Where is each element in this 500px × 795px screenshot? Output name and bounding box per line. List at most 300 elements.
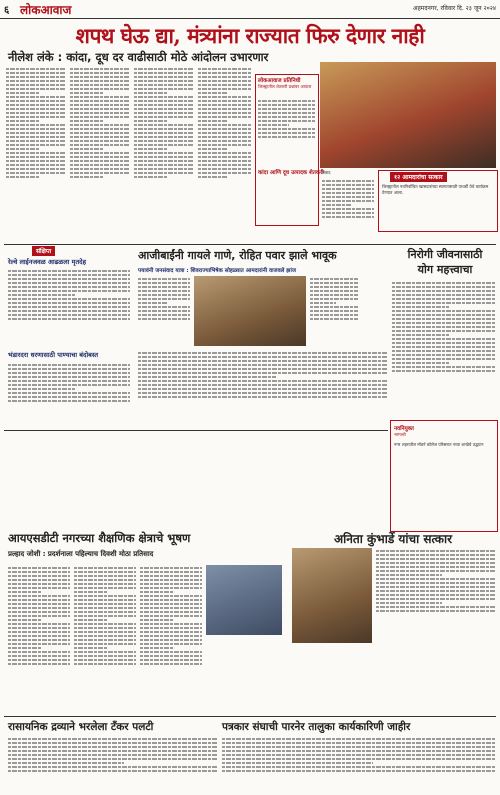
story4-photo (206, 565, 282, 635)
body-text-line (138, 294, 190, 296)
body-text-line (8, 643, 70, 645)
body-text-line (198, 108, 252, 110)
body-text-line (138, 364, 388, 366)
story2-col-1 (138, 276, 190, 346)
story3-headline-2: योग महत्त्वाचा (417, 263, 473, 276)
body-text-line (74, 639, 136, 641)
body-text-line (198, 80, 252, 82)
lead-body-col-2 (70, 66, 130, 238)
body-text-line (134, 68, 194, 70)
body-text-line (70, 84, 130, 86)
body-text-line (8, 635, 70, 637)
body-text-line (8, 639, 70, 641)
body-text-line (6, 96, 66, 98)
body-text-line (8, 575, 70, 577)
advert-sub: भाग्यश्री (394, 432, 406, 437)
body-text-line (70, 68, 130, 70)
body-text-line (322, 192, 374, 194)
body-text-line (134, 136, 194, 138)
body-text-line (258, 108, 315, 110)
body-text-line (74, 587, 136, 589)
story7-headline: पत्रकार संघाची पारनेर तालुका कार्यकारिणी जाहीर (222, 721, 411, 733)
body-text-line (8, 294, 75, 296)
body-text-line (74, 607, 136, 609)
body-text-line (70, 136, 130, 138)
body-text-line (222, 742, 496, 744)
body-text-line (140, 615, 202, 617)
body-text-line (140, 639, 202, 641)
body-text-line (138, 392, 388, 394)
body-text-line (8, 270, 130, 272)
body-text-line (8, 380, 130, 382)
body-text-line (134, 176, 167, 178)
story3-headline: निरोगी जीवनासाठी (407, 248, 483, 261)
body-text-line (140, 651, 202, 653)
body-text-line (6, 136, 66, 138)
body-text-line (8, 567, 70, 569)
body-text-line (376, 610, 496, 612)
body-text-line (6, 112, 66, 114)
body-text-line (138, 290, 190, 292)
body-text-line (140, 595, 202, 597)
body-text-line (140, 579, 202, 581)
body-text-line (198, 136, 252, 138)
body-text-line (310, 282, 358, 284)
lead-quote-label: कांदा आणि दूध उत्पादक शेतकरी (258, 170, 324, 176)
body-text-line (392, 298, 496, 300)
body-text-line (74, 579, 136, 581)
body-text-line (6, 120, 39, 122)
body-text-line (134, 104, 194, 106)
body-text-line (198, 172, 252, 174)
body-text-line (8, 591, 42, 593)
body-text-line (70, 92, 103, 94)
body-text-line (74, 651, 136, 653)
body-text-line (6, 84, 66, 86)
body-text-line (74, 623, 136, 625)
body-text-line (376, 566, 496, 568)
body-text-line (134, 140, 194, 142)
body-text-line (392, 334, 449, 336)
brief-body-2 (8, 362, 130, 426)
body-text-line (6, 88, 66, 90)
body-text-line (134, 164, 194, 166)
body-text-line (198, 152, 252, 154)
body-text-line (198, 116, 252, 118)
body-text-line (140, 599, 202, 601)
body-text-line (138, 302, 167, 304)
body-text-line (140, 631, 202, 633)
body-text-line (392, 326, 496, 328)
body-text-line (8, 663, 70, 665)
story2-strap: पयावंनी जनसंवाद यात्रा : शिवराज्याभिषेक सोहळ्यात आमदारांनी वाजवले झांज (138, 268, 296, 274)
body-text-line (392, 370, 496, 372)
body-text-line (376, 582, 496, 584)
body-text-line (140, 591, 174, 593)
body-text-line (198, 148, 228, 150)
body-text-line (392, 318, 496, 320)
body-text-line (74, 631, 136, 633)
body-text-line (198, 156, 252, 158)
body-text-line (140, 611, 202, 613)
body-text-line (8, 583, 70, 585)
story4-strap: प्रल्हाद जोशी : प्रदर्शनाला पहिल्याच दिवशी मोठा प्रतिसाद (8, 550, 154, 558)
body-text-line (222, 758, 496, 760)
body-text-line (198, 72, 252, 74)
body-text-line (6, 152, 66, 154)
body-text-line (310, 294, 358, 296)
body-text-line (392, 286, 496, 288)
body-text-line (6, 160, 66, 162)
body-text-line (134, 84, 194, 86)
lead-sidebar-body (258, 98, 315, 158)
body-text-line (198, 88, 252, 90)
body-text-line (222, 770, 496, 772)
body-text-line (70, 72, 130, 74)
lead-body-col-4 (198, 66, 252, 238)
body-text-line (322, 212, 374, 214)
body-text-line (70, 160, 130, 162)
body-text-line (8, 754, 218, 756)
lead-body-col-3 (134, 66, 194, 238)
body-text-line (6, 156, 66, 158)
body-text-line (8, 738, 218, 740)
body-text-line (6, 132, 66, 134)
divider (4, 430, 388, 431)
body-text-line (70, 76, 130, 78)
story3-body (392, 280, 496, 420)
body-text-line (8, 603, 70, 605)
body-text-line (322, 208, 374, 210)
body-text-line (392, 338, 496, 340)
body-text-line (138, 318, 190, 320)
story2-col-3 (138, 350, 388, 422)
body-text-line (392, 346, 496, 348)
story5-body (376, 548, 496, 648)
body-text-line (138, 380, 388, 382)
body-text-line (322, 196, 374, 198)
body-text-line (8, 587, 70, 589)
red-note-text: जिल्ह्यातील नवनिर्वाचित खासदारांच्या स्वागतासाठी पाथर्डी येथे कार्यक्रम घेण्यात आला. (382, 184, 489, 195)
body-text-line (6, 140, 66, 142)
body-text-line (322, 200, 374, 202)
body-text-line (258, 136, 315, 138)
body-text-line (8, 306, 130, 308)
body-text-line (8, 611, 70, 613)
body-text-line (198, 76, 252, 78)
body-text-line (70, 152, 130, 154)
body-text-line (74, 603, 136, 605)
body-text-line (138, 282, 190, 284)
body-text-line (222, 762, 373, 764)
body-text-line (134, 160, 194, 162)
body-text-line (140, 603, 202, 605)
lead-photo (320, 62, 496, 168)
body-text-line (140, 619, 174, 621)
body-text-line (376, 554, 496, 556)
body-text-line (74, 619, 108, 621)
body-text-line (74, 635, 136, 637)
body-text-line (70, 132, 130, 134)
body-text-line (134, 100, 194, 102)
body-text-line (70, 172, 130, 174)
body-text-line (6, 92, 39, 94)
body-text-line (140, 643, 202, 645)
body-text-line (392, 314, 496, 316)
body-text-line (8, 400, 130, 402)
body-text-line (70, 100, 130, 102)
body-text-line (70, 156, 130, 158)
body-text-line (222, 738, 496, 740)
body-text-line (198, 128, 252, 130)
body-text-line (198, 164, 252, 166)
body-text-line (198, 132, 252, 134)
body-text-line (134, 148, 167, 150)
body-text-line (74, 655, 136, 657)
body-text-line (70, 80, 130, 82)
body-text-line (138, 384, 388, 386)
body-text-line (222, 750, 496, 752)
body-text-line (310, 298, 358, 300)
body-text-line (138, 372, 388, 374)
body-text-line (8, 659, 70, 661)
body-text-line (8, 631, 70, 633)
body-text-line (392, 362, 449, 364)
advert-body: नगर शहरातील मॉडर्न कॉलेज परिसरात नव्या शाखेचे उद्घाटन (394, 442, 484, 447)
body-text-line (376, 550, 496, 552)
body-text-line (74, 583, 136, 585)
body-text-line (376, 578, 496, 580)
body-text-line (6, 68, 66, 70)
body-text-line (74, 575, 136, 577)
body-text-line (140, 587, 202, 589)
body-text-line (134, 132, 194, 134)
body-text-line (8, 615, 70, 617)
body-text-line (258, 128, 315, 130)
body-text-line (8, 302, 130, 304)
story4-headline: आयएसडीटी नगरच्या शैक्षणिक क्षेत्राचे भूषण (8, 531, 191, 545)
body-text-line (134, 168, 194, 170)
body-text-line (140, 635, 202, 637)
divider (4, 716, 496, 717)
body-text-line (198, 176, 228, 178)
body-text-line (138, 368, 388, 370)
body-text-line (70, 168, 130, 170)
body-text-line (140, 583, 202, 585)
body-text-line (74, 571, 136, 573)
body-text-line (138, 298, 190, 300)
body-text-line (6, 124, 66, 126)
body-text-line (74, 611, 136, 613)
body-text-line (8, 372, 130, 374)
main-headline: शपथ घेऊ द्या, मंत्र्यांना राज्यात फिरु देणार नाही (75, 23, 425, 48)
body-text-line (134, 116, 194, 118)
body-text-line (70, 128, 130, 130)
body-text-line (74, 595, 136, 597)
story6-body (8, 736, 218, 792)
body-text-line (258, 116, 315, 118)
body-text-line (198, 96, 252, 98)
body-text-line (74, 663, 136, 665)
body-text-line (134, 72, 194, 74)
body-text-line (310, 318, 358, 320)
body-text-line (222, 746, 496, 748)
body-text-line (74, 567, 136, 569)
body-text-line (8, 647, 42, 649)
body-text-line (134, 128, 194, 130)
body-text-line (8, 651, 70, 653)
lead-body-col-1 (6, 66, 66, 238)
body-text-line (376, 574, 442, 576)
body-text-line (70, 140, 130, 142)
body-text-line (8, 282, 130, 284)
lead-photo-caption: संवाद (322, 170, 331, 175)
body-text-line (6, 144, 66, 146)
body-text-line (392, 354, 496, 356)
body-text-line (322, 180, 374, 182)
body-text-line (74, 599, 136, 601)
body-text-line (8, 579, 70, 581)
body-text-line (8, 368, 130, 370)
red-note-title: १२ आमदारांचा सत्कार (390, 172, 447, 182)
body-text-line (376, 598, 496, 600)
body-text-line (6, 104, 66, 106)
body-text-line (138, 356, 388, 358)
body-text-line (8, 376, 130, 378)
masthead (0, 0, 500, 19)
body-text-line (310, 306, 358, 308)
body-text-line (258, 104, 315, 106)
body-text-line (134, 112, 194, 114)
divider (4, 244, 496, 245)
body-text-line (392, 294, 496, 296)
brief-label: संक्षिप्त (32, 246, 55, 256)
body-text-line (8, 623, 70, 625)
body-text-line (8, 655, 70, 657)
body-text-line (322, 184, 374, 186)
body-text-line (140, 647, 174, 649)
body-text-line (134, 88, 194, 90)
body-text-line (140, 607, 202, 609)
body-text-line (376, 562, 496, 564)
body-text-line (310, 302, 336, 304)
story2-headline: आजीबाईंनी गायले गाणे, रोहित पवार झाले भावूक (138, 249, 337, 262)
body-text-line (392, 366, 496, 368)
body-text-line (70, 112, 130, 114)
body-text-line (258, 132, 315, 134)
lead-sidebar-title: लोकआवाज प्रतिनिधी (258, 78, 301, 84)
brief-headline: रेल्वे लाईनजवळ आढळला मृतदेह (8, 258, 87, 266)
body-text-line (376, 606, 496, 608)
body-text-line (74, 643, 136, 645)
body-text-line (392, 342, 496, 344)
body-text-line (6, 72, 66, 74)
body-text-line (134, 96, 194, 98)
body-text-line (138, 388, 388, 390)
body-text-line (8, 766, 218, 768)
body-text-line (8, 286, 130, 288)
body-text-line (70, 96, 130, 98)
body-text-line (222, 754, 496, 756)
body-text-line (70, 116, 130, 118)
body-text-line (8, 607, 70, 609)
body-text-line (8, 595, 70, 597)
body-text-line (134, 108, 194, 110)
body-text-line (392, 306, 449, 308)
body-text-line (376, 602, 442, 604)
body-text-line (140, 567, 202, 569)
body-text-line (134, 120, 167, 122)
body-text-line (134, 92, 167, 94)
body-text-line (134, 76, 194, 78)
body-text-line (70, 148, 103, 150)
body-text-line (310, 290, 358, 292)
body-text-line (8, 274, 130, 276)
body-text-line (392, 330, 496, 332)
body-text-line (134, 80, 194, 82)
body-text-line (70, 108, 130, 110)
body-text-line (8, 571, 70, 573)
body-text-line (392, 290, 496, 292)
brief-headline-2: भंडारदरा धरणासाठी पाण्याचा बंदोबस्त (8, 351, 99, 359)
body-text-line (310, 310, 358, 312)
lead-strap: नीलेश लंके : कांदा, दूध दर वाढीसाठी मोठे आंदोलन उभारणार (8, 50, 269, 64)
body-text-line (8, 364, 130, 366)
body-text-line (138, 396, 388, 398)
body-text-line (198, 112, 252, 114)
body-text-line (8, 627, 70, 629)
body-text-line (8, 298, 130, 300)
body-text-line (8, 396, 130, 398)
story6-headline: रासायनिक द्रव्याने भरलेला टँकर पलटी (8, 721, 154, 733)
body-text-line (6, 108, 66, 110)
body-text-line (376, 590, 496, 592)
body-text-line (6, 100, 66, 102)
body-text-line (70, 164, 130, 166)
body-text-line (140, 575, 202, 577)
body-text-line (8, 619, 42, 621)
body-text-line (376, 586, 496, 588)
body-text-line (198, 84, 252, 86)
body-text-line (70, 104, 130, 106)
body-text-line (8, 314, 130, 316)
body-text-line (6, 148, 39, 150)
body-text-line (70, 124, 130, 126)
body-text-line (138, 376, 276, 378)
body-text-line (70, 88, 130, 90)
body-text-line (8, 770, 218, 772)
body-text-line (258, 120, 315, 122)
body-text-line (140, 623, 202, 625)
body-text-line (6, 128, 66, 130)
body-text-line (134, 124, 194, 126)
body-text-line (6, 172, 66, 174)
advert-title: नवनियुक्त (394, 426, 414, 432)
body-text-line (134, 172, 194, 174)
body-text-line (376, 558, 496, 560)
body-text-line (376, 570, 496, 572)
story4-col-2 (74, 565, 136, 715)
body-text-line (70, 120, 103, 122)
body-text-line (392, 302, 496, 304)
story5-photo (292, 548, 372, 643)
body-text-line (74, 591, 108, 593)
body-text-line (8, 310, 130, 312)
page-number: ६ (4, 5, 10, 16)
lead-body-col-5 (322, 178, 374, 238)
body-text-line (392, 358, 496, 360)
body-text-line (70, 144, 130, 146)
